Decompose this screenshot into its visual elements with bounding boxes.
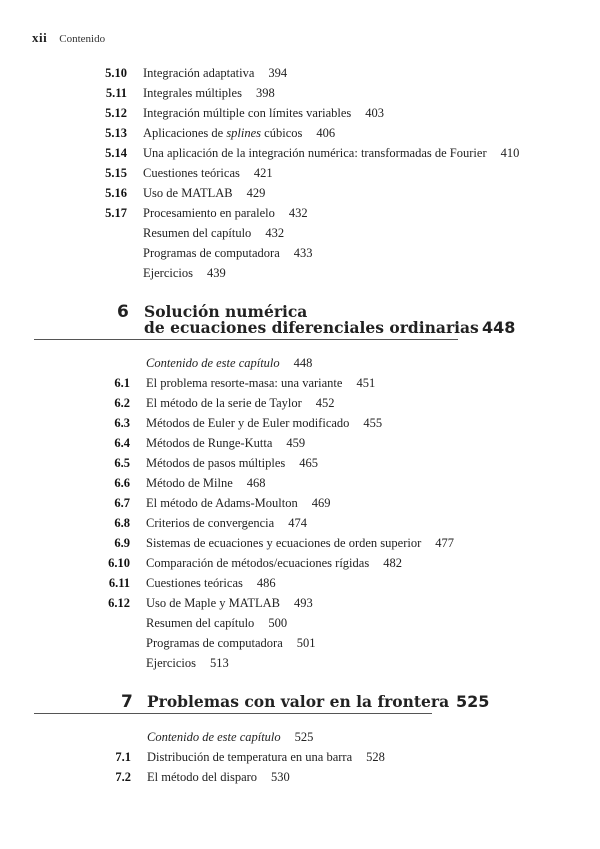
chapter-page: 525 xyxy=(456,692,490,711)
entry-title: Procesamiento en paralelo xyxy=(143,206,275,220)
entry-title: Resumen del capítulo xyxy=(146,616,255,630)
entry-title: Cuestiones teóricas xyxy=(143,166,240,180)
entry-number: 5.10 xyxy=(105,66,127,80)
entry-number: 6.11 xyxy=(108,576,130,590)
entry-title: Comparación de métodos/ecuaciones rígidas xyxy=(146,556,370,570)
entry-title-pre: Aplicaciones de xyxy=(143,126,227,140)
entry-number: 5.14 xyxy=(105,146,127,160)
chapter-title-line1: Solución numérica xyxy=(144,302,308,321)
entry-page: 474 xyxy=(288,516,307,530)
entry-title: Una aplicación de la integración numérica: transformadas de Fourier xyxy=(143,146,487,160)
entry-number: 7.1 xyxy=(115,750,131,764)
entry-title-italic: splines xyxy=(226,126,262,140)
entry-title: Métodos de Runge-Kutta xyxy=(146,436,273,450)
entry-title: Métodos de pasos múltiples xyxy=(146,456,286,470)
entry-page: 455 xyxy=(363,416,383,430)
entry-page: 421 xyxy=(253,166,273,180)
entry-page: 465 xyxy=(299,456,318,470)
entry-title: El problema resorte-masa: una variante xyxy=(146,376,343,390)
entry-title: Resumen del capítulo xyxy=(143,226,252,240)
entry-number: 5.16 xyxy=(105,186,127,200)
entry-page: 501 xyxy=(296,636,316,650)
entry-number: 5.11 xyxy=(105,86,127,100)
entry-page: 451 xyxy=(356,376,376,390)
entry-page: 468 xyxy=(246,476,266,490)
chapter-title-line2: de ecuaciones diferenciales ordinarias xyxy=(144,318,479,337)
entry-title: Integrales múltiples xyxy=(143,86,242,100)
chapter-page: 448 xyxy=(482,318,516,337)
entry-number: 6.6 xyxy=(114,476,130,490)
entry-title: Integración múltiple con límites variables xyxy=(143,106,352,120)
entry-title: Ejercicios xyxy=(146,656,196,670)
entry-page: 528 xyxy=(366,750,385,764)
chapter-title: Problemas con valor en la frontera xyxy=(147,692,450,711)
entry-title: Contenido de este capítulo xyxy=(146,356,280,370)
entry-title: Ejercicios xyxy=(143,266,193,280)
entry-number: 6.7 xyxy=(114,496,130,510)
running-head: Contenido xyxy=(59,33,106,45)
entry-number: 6.8 xyxy=(114,516,130,530)
entry-title: El método del disparo xyxy=(147,770,258,784)
entry-title: Cuestiones teóricas xyxy=(146,576,243,590)
entry-number: 6.2 xyxy=(114,396,130,410)
entry-title: Contenido de este capítulo xyxy=(147,730,281,744)
entry-number: 5.13 xyxy=(105,126,127,140)
entry-page: 398 xyxy=(255,86,275,100)
entry-number: 5.15 xyxy=(105,166,127,180)
entry-number: 6.4 xyxy=(114,436,130,450)
entry-title: Método de Milne xyxy=(146,476,233,490)
entry-title: Programas de computadora xyxy=(143,246,280,260)
chapter-6-rule xyxy=(34,339,458,340)
chapter-number: 7 xyxy=(121,692,133,712)
entry-title: Uso de Maple y MATLAB xyxy=(146,596,281,610)
entry-page: 477 xyxy=(435,536,454,550)
entry-page: 432 xyxy=(288,206,308,220)
entry-number: 5.17 xyxy=(105,206,127,220)
entry-title: Programas de computadora xyxy=(146,636,283,650)
entry-page: 469 xyxy=(311,496,331,510)
entry-number: 5.12 xyxy=(105,106,127,120)
entry-title: El método de Adams-Moulton xyxy=(146,496,298,510)
entry-page: 525 xyxy=(294,730,314,744)
entry-page: 410 xyxy=(500,146,520,160)
entry-number: 6.5 xyxy=(114,456,130,470)
page-header xyxy=(32,30,105,44)
entry-title: Sistemas de ecuaciones y ecuaciones de orden superior xyxy=(146,536,422,550)
entry-page: 500 xyxy=(268,616,288,630)
entry-page: 439 xyxy=(206,266,226,280)
entry-page: 433 xyxy=(293,246,313,260)
entry-page: 394 xyxy=(268,66,288,80)
entry-page: 459 xyxy=(286,436,306,450)
entry-page: 482 xyxy=(383,556,402,570)
entry-number: 6.12 xyxy=(108,596,130,610)
entry-number: 6.1 xyxy=(114,376,130,390)
entry-page: 513 xyxy=(209,656,229,670)
entry-page: 452 xyxy=(315,396,335,410)
entry-page: 530 xyxy=(271,770,290,784)
entry-title: Integración adaptativa xyxy=(143,66,255,80)
entry-title-post: cúbicos xyxy=(261,126,303,140)
entry-page: 432 xyxy=(265,226,285,240)
entry-page: 493 xyxy=(294,596,313,610)
entry-title: Uso de MATLAB xyxy=(143,186,233,200)
entry-page: 429 xyxy=(246,186,266,200)
entry-title: Criterios de convergencia xyxy=(146,516,275,530)
entry-title: Distribución de temperatura en una barra xyxy=(147,750,353,764)
chapter-number: 6 xyxy=(117,302,129,322)
page-number: xii xyxy=(32,30,48,45)
chapter-7-rule xyxy=(34,713,432,714)
entry-number: 6.3 xyxy=(114,416,130,430)
entry-number: 7.2 xyxy=(115,770,131,784)
entry-title: El método de la serie de Taylor xyxy=(146,396,302,410)
entry-number: 6.10 xyxy=(108,556,130,570)
entry-page: 486 xyxy=(256,576,276,590)
entry-page: 403 xyxy=(365,106,385,120)
entry-number: 6.9 xyxy=(114,536,130,550)
entry-page: 406 xyxy=(316,126,336,140)
entry-title: Métodos de Euler y de Euler modificado xyxy=(146,416,350,430)
entry-page: 448 xyxy=(293,356,313,370)
